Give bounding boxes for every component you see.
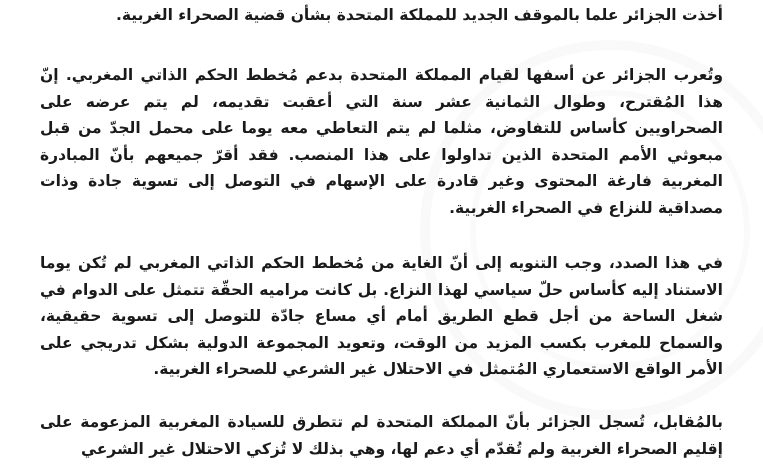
paragraph-context: في هذا الصدد، وجب التنويه إلى أنّ الغاية من مُخطط الحكم الذاتي المغربي لم تُكن يوما الاستناد إليه كأساس حلّ سياسي لهذا النزاع. بل كانت مراميه الحقّة تتمثل على الدوام في شغل الساحة من أجل قطع الطريق أمام أي مساع جادّة للتوصل إلى تسوية حقيقية، والسماح للمغرب بكسب المزيد من الوقت، وتعويد المجموعة الدولية بشكل تدريجي على الأمر الواقع الاستعماري المُتمثل في الاحتلال غير الشرعي للصحراء الغربية.	[40, 254, 723, 378]
paragraph-counterpoint: بالمُقابل، تُسجل الجزائر بأنّ المملكة المتحدة لم تتطرق للسيادة المغربية المزعومة على إقليم الصحراء الغربية ولم تُقدّم أي دعم لها، وهي بذلك لا تُزكي الاحتلال غير الشرعي	[40, 413, 723, 458]
paragraph-regret: وتُعرب الجزائر عن أسفها لقيام المملكة المتحدة بدعم مُخطط الحكم الذاتي المغربي. إنّ هذا المُقترح، وطوال الثمانية عشر سنة التي أعقبت تقديمه، لم يتم عرضه على الصحراويين كأساس للتفاوض، مثلما لم يتم التعاطي معه يوما على محمل الجدّ من قبل مبعوثي الأمم المتحدة الذين تداولوا على هذا المنصب. فقد أقرّ جميعهم بأنّ المبادرة المغربية فارغة المحتوى وغير قادرة على الإسهام في التوصل إلى تسوية جادة وذات مصداقية للنزاع في الصحراء الغربية.	[40, 66, 723, 217]
paragraph-intro: أخذت الجزائر علما بالموقف الجديد للمملكة المتحدة بشأن قضية الصحراء الغربية.	[115, 6, 723, 24]
